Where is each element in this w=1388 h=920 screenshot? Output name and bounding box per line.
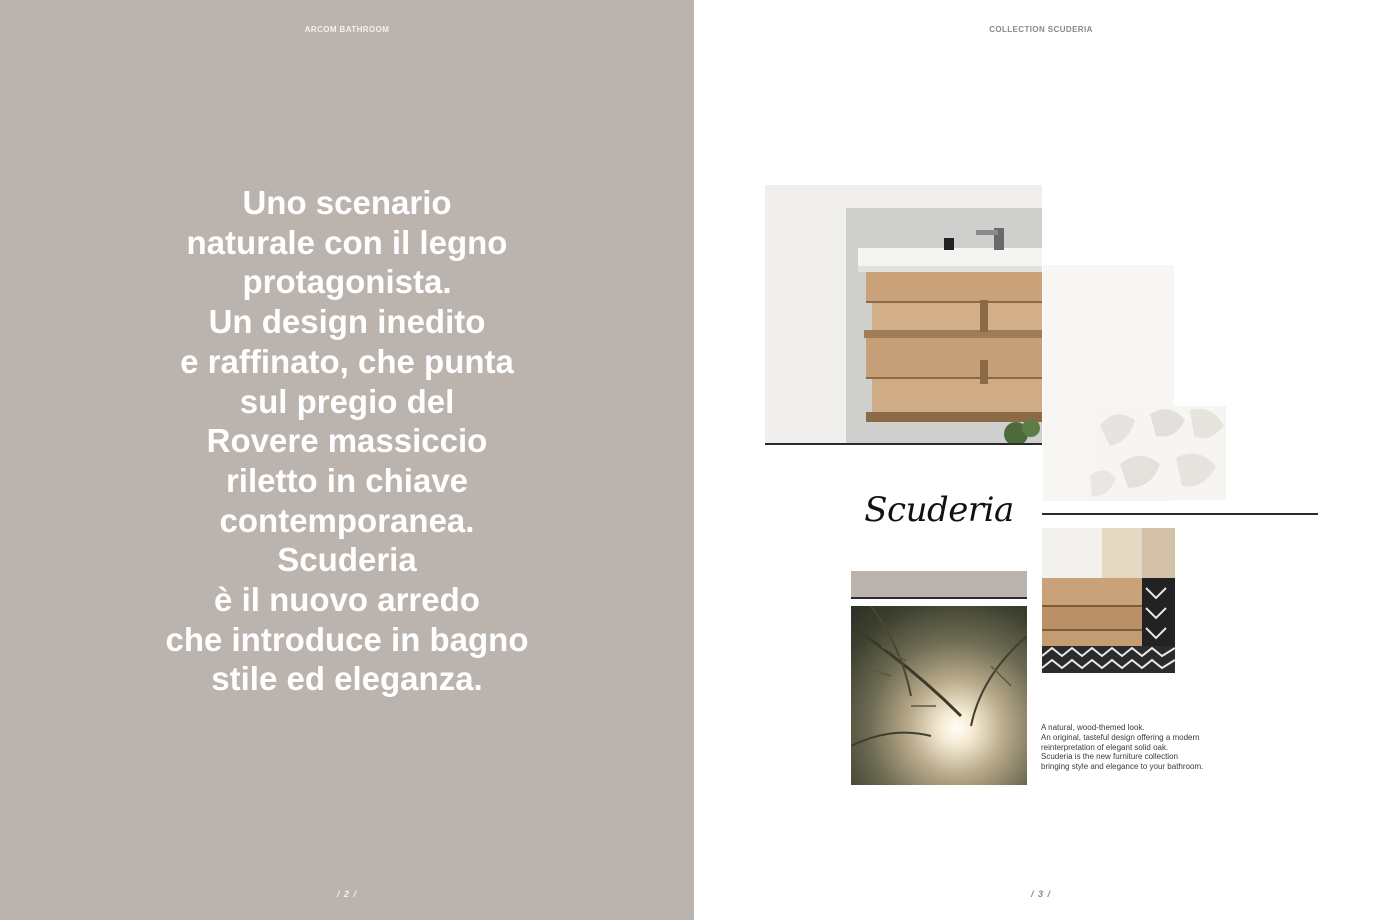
- ginkgo-leaf-icon: [1090, 406, 1226, 500]
- caption-line: An original, tasteful design offering a modern: [1041, 732, 1200, 742]
- vanity-illustration: [846, 208, 1042, 444]
- caption-text: [1041, 723, 1241, 772]
- headline-line: che introduce in bagno: [165, 620, 529, 658]
- headline-line: protagonista.: [242, 263, 452, 301]
- divider-rule: [851, 597, 1027, 599]
- headline-line: Scuderia: [277, 541, 417, 579]
- headline-line: Un design inedito: [208, 303, 486, 341]
- caption-line: Scuderia is the new furniture collection: [1041, 752, 1178, 762]
- page-number-right: / 3 /: [1030, 889, 1051, 899]
- headline-line: Uno scenario: [242, 184, 452, 221]
- branches-illustration: [851, 606, 1027, 785]
- headline-line: sul pregio del: [239, 382, 455, 420]
- nature-photo: [851, 606, 1027, 785]
- script-title: Scuderia: [864, 490, 1014, 530]
- headline-line: è il nuovo arredo: [214, 581, 480, 619]
- page-number-left: / 2 /: [336, 889, 357, 899]
- running-head-right: COLLECTION SCUDERIA: [989, 25, 1093, 34]
- ginkgo-pattern: [1090, 406, 1226, 500]
- headline-line: e raffinato, che punta: [180, 342, 514, 380]
- vanity-photo: [846, 208, 1042, 444]
- divider-rule: [765, 443, 1042, 445]
- headline-line: Rovere massiccio: [206, 422, 488, 460]
- headline-line: contemporanea.: [219, 501, 475, 539]
- right-page: [694, 0, 1388, 920]
- headline-line: stile ed eleganza.: [211, 660, 483, 698]
- detail-photo: [1042, 528, 1175, 673]
- divider-rule: [1042, 513, 1318, 515]
- intro-headline: [60, 183, 634, 699]
- running-head-left: ARCOM BATHROOM: [304, 25, 390, 34]
- oak-detail-illustration: [1042, 528, 1175, 673]
- caption-line: bringing style and elegance to your bathroom.: [1041, 762, 1204, 772]
- taupe-band: [851, 571, 1027, 597]
- caption-line: A natural, wood-themed look.: [1041, 723, 1145, 732]
- headline-line: riletto in chiave: [225, 461, 469, 499]
- caption-line: reinterpretation of elegant solid oak.: [1041, 742, 1169, 752]
- headline-line: naturale con il legno: [186, 223, 508, 261]
